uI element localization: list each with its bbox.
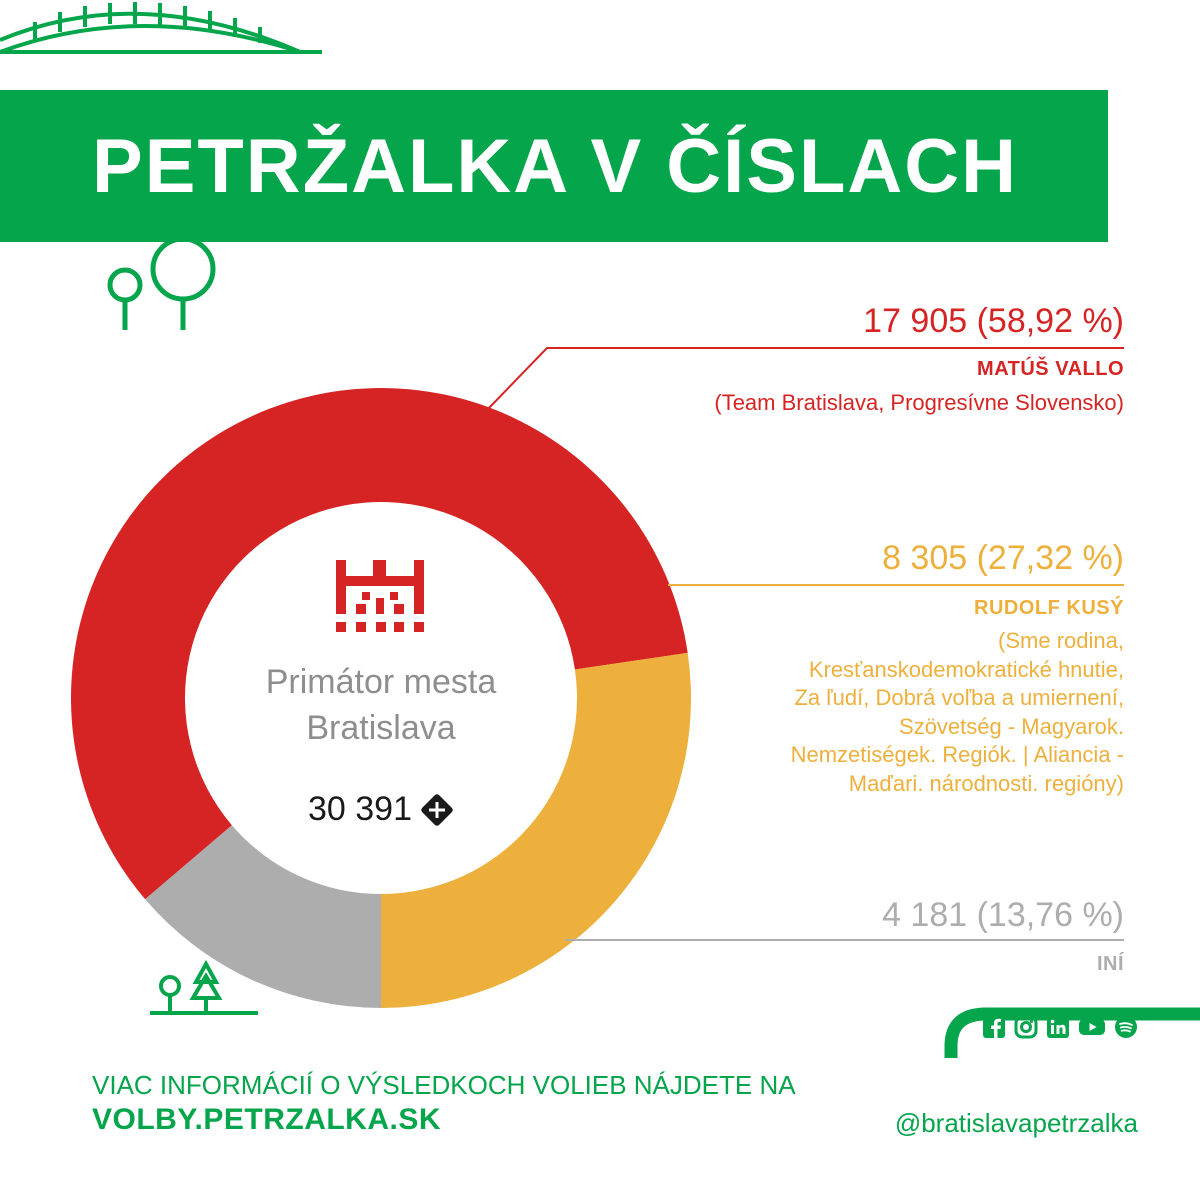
facebook-icon[interactable]	[982, 1015, 1006, 1039]
slice-1-party	[714, 389, 1124, 418]
slice-1-value-label: 17 905 (58,92 %)	[863, 302, 1124, 340]
youtube-icon[interactable]	[1078, 1015, 1106, 1039]
linkedin-icon[interactable]	[1046, 1015, 1070, 1039]
chart-center-line1: Primátor mesta	[265, 663, 497, 701]
slice-2-party-line: Nemzetiségek. Regiók. | Aliancia -	[790, 742, 1124, 767]
slice-2-party-line: Maďari. národnosti. regióny)	[848, 770, 1124, 796]
chart-center-line2: Bratislava	[306, 709, 456, 747]
slice-2-party-line: Szövetség - Magyarok.	[899, 713, 1124, 739]
slice-2-party-line: (Sme rodina,	[998, 628, 1124, 653]
slice-2-party-line: Za ľudí, Dobrá voľba a umiernení,	[794, 685, 1124, 710]
slice-2-party	[791, 627, 1124, 798]
slice-3-value-label: 4 181 (13,76 %)	[882, 896, 1124, 934]
slice-2-party-line: Kresťanskodemokratické hnutie,	[808, 656, 1124, 682]
social-handle[interactable]: @bratislavapetrzalka	[894, 1108, 1138, 1138]
slice-1-name: MATÚŠ VALLO	[977, 358, 1124, 380]
slice-2-value-label: 8 305 (27,32 %)	[882, 539, 1124, 577]
footer-info-text: VIAC INFORMÁCIÍ O VÝSLEDKOCH VOLIEB NÁJDETE NA	[92, 1070, 796, 1100]
page-title: PETRŽALKA V ČÍSLACH	[92, 123, 1019, 209]
instagram-icon[interactable]	[1014, 1015, 1038, 1039]
slice-2-name: RUDOLF KUSÝ	[974, 597, 1124, 619]
footer-website-link[interactable]: VOLBY.PETRZALKA.SK	[92, 1103, 442, 1136]
slice-3-name: INÍ	[1096, 953, 1124, 975]
slice-1-party-line: (Team Bratislava, Progresívne Slovensko)	[714, 390, 1124, 415]
total-voters-value: 30 391	[308, 790, 412, 828]
spotify-icon[interactable]	[1114, 1015, 1138, 1039]
social-icons	[982, 1015, 1138, 1039]
small-trees-icon	[150, 960, 260, 1018]
